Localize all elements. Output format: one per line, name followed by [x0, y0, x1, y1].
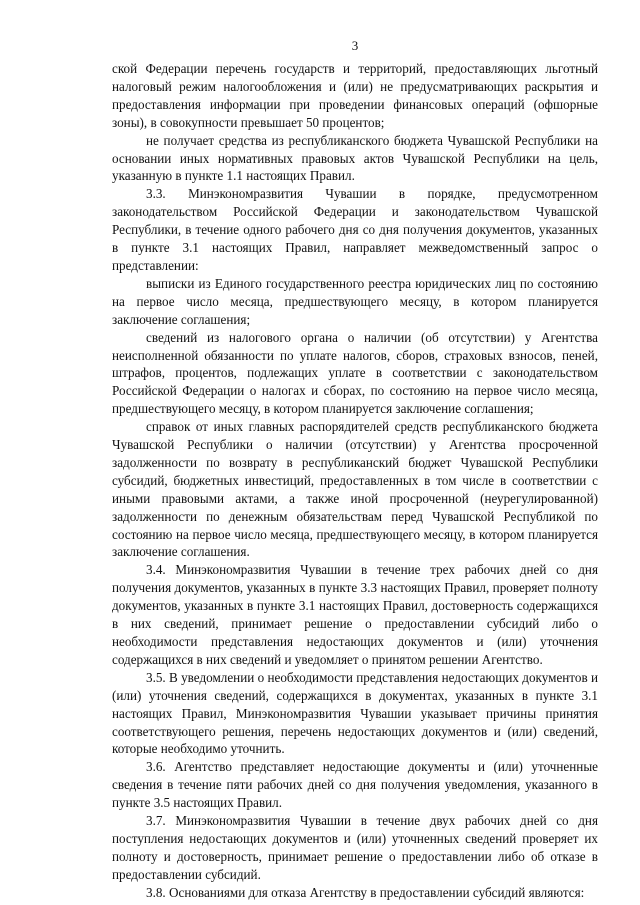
paragraph-3-3: 3.3. Минэкономразвития Чувашии в порядке, предусмотренном законодательством Российской Федерации и законодательством Чувашской Республики, в течение одного рабочего дня со дня получения документов, указанных в пункте 3.1 настоящих Правил, направляет межведомственный запрос о представлении: — [112, 186, 598, 273]
paragraph-3-5: 3.5. В уведомлении о необходимости представления недостающих документов и (или) уточнения сведений, содержащихся в документах, указанных в пункте 3.1 настоящих Правил, Минэкономразвития Чувашии указывает причины принятия соответствующего решения, перечень недостающих документов и (или) сведений, которые необходимо уточнить. — [112, 669, 598, 757]
paragraph-3-6: 3.6. Агентство представляет недостающие документы и (или) уточненные сведения в течение пяти рабочих дней со дня получения уведомления, указанного в пункте 3.5 настоящих Правил. — [112, 759, 598, 811]
page-number: 3 — [351, 38, 359, 53]
paragraph-3-8: 3.8. Основаниями для отказа Агентству в предоставлении субсидий являются: — [146, 884, 585, 900]
paragraph-debt-certificates: справок от иных главных распорядителей средств республиканского бюджета Чувашской Республики о наличии (отсутствии) у Агентства просроченной задолженности по возврату в республиканский бюджет Чувашской Республики субсидий, бюджетных инвестиций, предоставленных в том числе в соответствии с иными правовыми актами, а также иной просроченной (неурегулированной) задолженности по денежным обязательствам перед Чувашской Республикой по состоянию на первое число месяца, предшествующего месяцу, в котором планируется заключение соглашения. — [112, 419, 598, 560]
document-page — [112, 38, 598, 902]
paragraph-3-7: 3.7. Минэкономразвития Чувашии в течение двух рабочих дней со дня поступления недостающих документов и (или) уточненных сведений проверяет их полноту и достоверность, принимает решение о предоставлении либо об отказе в предоставлении субсидий. — [112, 813, 598, 882]
paragraph-no-other-funds: не получает средства из республиканского бюджета Чувашской Республики на основании иных нормативных правовых актов Чувашской Республики на цель, указанную в пункте 1.1 настоящих Правил. — [112, 132, 598, 184]
paragraph-registry-extract: выписки из Единого государственного реестра юридических лиц по состоянию на первое число месяца, предшествующего месяцу, в котором планируется заключение соглашения; — [112, 275, 598, 327]
paragraph-3-4: 3.4. Минэкономразвития Чувашии в течение трех рабочих дней со дня получения документов, указанных в пункте 3.3 настоящих Правил, проверяет полноту документов, указанных в пункте 3.1 настоящих Правил, достоверность содержащихся в них сведений, принимает решение о предоставлении субсидий либо о необходимости представления недостающих документов и (или) уточнения содержащихся в них сведений и уведомляет о принятом решении Агентство. — [112, 562, 598, 667]
paragraph-offshore-continuation: ской Федерации перечень государств и территорий, предоставляющих льготный налоговый режим налогообложения и (или) не предусматривающих раскрытия и предоставления информации при проведении финансовых операций (офшорные зоны), в совокупности превышает 50 процентов; — [112, 61, 598, 130]
paragraph-tax-info: сведений из налогового органа о наличии (об отсутствии) у Агентства неисполненной обязанности по уплате налогов, сборов, страховых взносов, пеней, штрафов, процентов, подлежащих уплате в соответствии с законодательством Российской Федерации о налогах и сборах, по состоянию на первое число месяца, предшествующего месяцу, в котором планируется заключение соглашения; — [112, 329, 598, 417]
